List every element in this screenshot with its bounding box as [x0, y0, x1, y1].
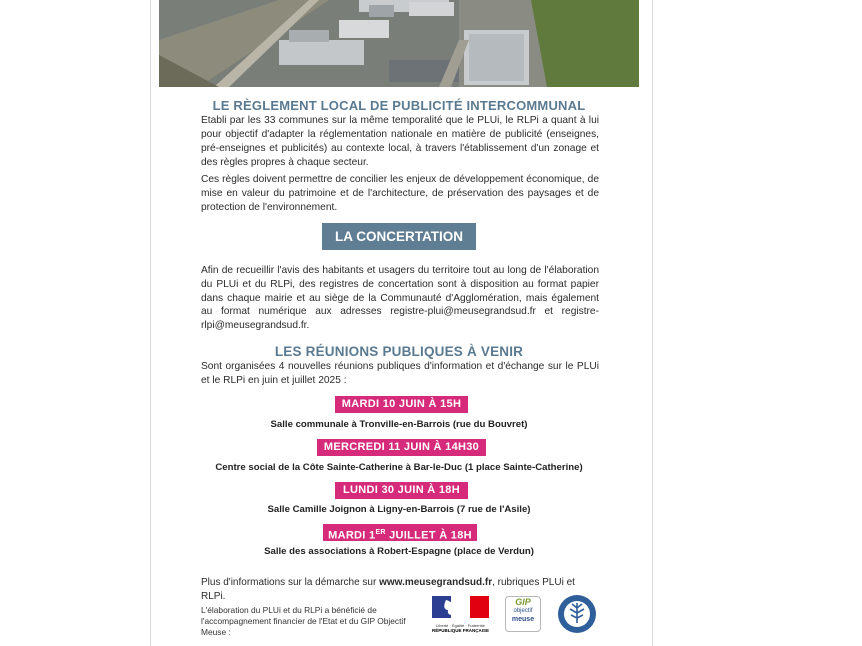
meeting-venue: Salle des associations à Robert-Espagne (place de Verdun): [264, 546, 534, 557]
concertation-title: LA CONCERTATION: [335, 229, 463, 244]
more-info-prefix: Plus d'informations sur la démarche sur: [201, 577, 380, 588]
more-info-suffix: , rubriques PLUi et RLPi.: [201, 577, 575, 602]
meeting-date-badge: [323, 524, 477, 541]
rlpi-paragraph-2: Ces règles doivent permettre de concilier les enjeux de développement économique, de mise en valeur du patrimoine et de l'architecture, de préservation des paysages et de protection de l'environnement.: [201, 174, 599, 213]
meeting-venue: Salle Camille Joignon à Ligny-en-Barrois (7 rue de l'Asile): [267, 504, 531, 515]
concertation-paragraph: Afin de recueillir l'avis des habitants et usagers du territoire tout au long de l'élaboration du PLUi et du RLPi, des registres de concertation sont à disposition au format papier dans chaque mairie et au siège de la Communauté d'Agglomération, mais également au format numérique aux adresses registre-plui@meusegrandsud.fr et registre-rlpi@meusegrandsud.fr.: [201, 265, 599, 332]
meuse-grand-sud-seal-logo: [557, 594, 597, 639]
meeting-venue: Salle communale à Tronville-en-Barrois (rue du Bouvret): [270, 419, 528, 430]
concertation-title-band: [322, 223, 476, 250]
meeting-date-superscript: ER: [375, 529, 386, 536]
republique-francaise-logo: [432, 596, 490, 633]
rlpi-paragraph-1: Etabli par les 33 communes sur la même temporalité que le PLUi, le RLPi a quant à lui pour objectif d'adapter la réglementation nationale en matière de publicité (enseignes, pré-enseignes et publicités) au contexte local, à travers l'établissement d'un zonage et des règles propres à chaque secteur.: [201, 115, 599, 168]
reunions-intro: Sont organisées 4 nouvelles réunions publiques d'information et d'échange sur le PLUi et le RLPi en juin et juillet 2025 :: [201, 361, 599, 386]
website-link[interactable]: www.meusegrandsud.fr: [379, 577, 493, 588]
gip-logo-mid: objectif: [513, 608, 533, 614]
gip-objectif-meuse-logo: [505, 596, 541, 632]
meeting-venue: Centre social de la Côte Sainte-Catherine à Bar-le-Duc (1 place Sainte-Catherine): [215, 462, 583, 473]
republique-motto: Liberté · Égalité · Fraternité: [436, 623, 485, 628]
meeting-date-badge: MARDI 10 JUIN À 15H: [335, 396, 468, 413]
meeting-date-prefix: MARDI 1: [328, 529, 376, 542]
funding-note: L'élaboration du PLUi et du RLPi a bénéficié de l'accompagnement financier de l'Etat et du GIP Objectif Meuse :: [201, 605, 406, 637]
gip-logo-top: GIP: [515, 597, 531, 607]
meeting-date-badge: MERCREDI 11 JUIN À 14H30: [317, 439, 486, 456]
reunions-title: LES RÉUNIONS PUBLIQUES À VENIR: [274, 344, 524, 359]
gip-logo-bottom: meuse: [511, 616, 535, 623]
republique-name: RÉPUBLIQUE FRANÇAISE: [432, 628, 490, 633]
rlpi-title: LE RÈGLEMENT LOCAL DE PUBLICITÉ INTERCOMMUNAL: [212, 98, 586, 113]
meeting-date-suffix: JUILLET À 18H: [385, 529, 472, 542]
aerial-photo: [159, 0, 639, 87]
meeting-date-badge: LUNDI 30 JUIN À 18H: [335, 482, 468, 499]
